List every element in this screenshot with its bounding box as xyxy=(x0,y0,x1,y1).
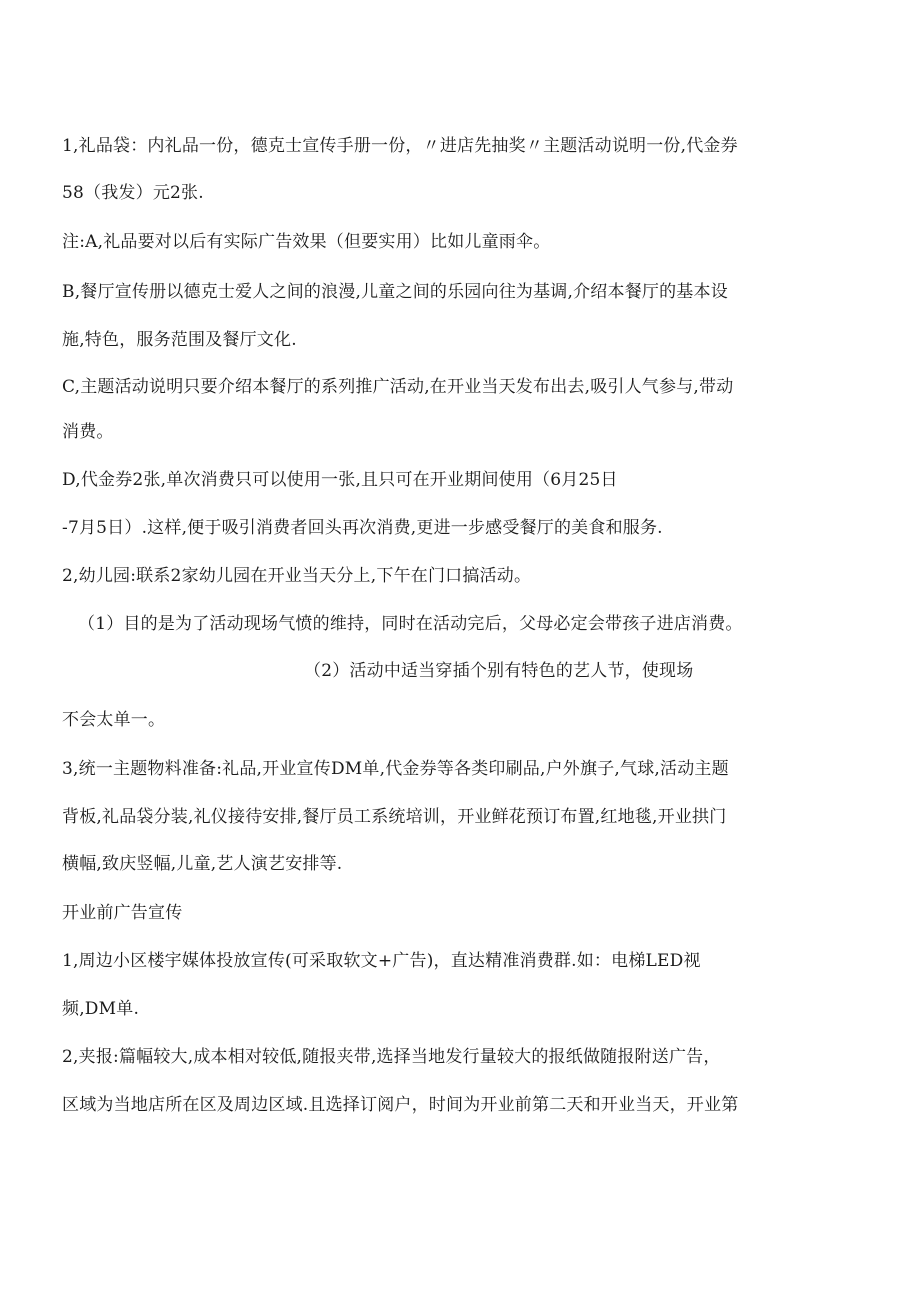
kindergarten-item-2-cont: 不会太单一。 xyxy=(62,710,166,730)
paragraph-gift-bag: 1,礼品袋：内礼品一份，德克士宣传手册一份，〃进店先抽奖〃主题活动说明一份,代金券 xyxy=(62,136,738,156)
paragraph-gift-bag-cont: 58（我发）元2张. xyxy=(62,183,204,203)
note-d-cont: -7月5日）.这样,便于吸引消费者回头再次消费,更进一步感受餐厅的美食和服务. xyxy=(62,518,663,538)
paragraph-materials-cont-2: 横幅,致庆竖幅,儿童,艺人演艺安排等. xyxy=(62,854,343,874)
kindergarten-item-2: （2）活动中适当穿插个别有特色的艺人节，使现场 xyxy=(304,661,694,681)
note-d: D,代金券2张,单次消费只可以使用一张,且只可在开业期间使用（6月25日 xyxy=(62,470,618,490)
note-b: B,餐厅宣传册以德克士爱人之间的浪漫,儿童之间的乐园向往为基调,介绍本餐厅的基本设 xyxy=(62,282,728,302)
note-c: C,主题活动说明只要介绍本餐厅的系列推广活动,在开业当天发布出去,吸引人气参与,带动 xyxy=(62,377,734,397)
paragraph-community-media-cont: 频,DM单. xyxy=(62,999,140,1019)
paragraph-newspaper-insert-cont: 区域为当地店所在区及周边区域.且选择订阅户，时间为开业前第二天和开业当天，开业第 xyxy=(62,1095,739,1115)
note-a: 注:A,礼品要对以后有实际广告效果（但要实用）比如儿童雨伞。 xyxy=(62,232,551,252)
paragraph-newspaper-insert: 2,夹报:篇幅较大,成本相对较低,随报夹带,选择当地发行量较大的报纸做随报附送广告， xyxy=(62,1047,721,1067)
kindergarten-item-1: （1）目的是为了活动现场气愤的维持，同时在活动完后，父母必定会带孩子进店消费。 xyxy=(78,614,743,634)
paragraph-community-media: 1,周边小区楼宇媒体投放宣传(可采取软文+广告)，直达精准消费群.如：电梯LED视 xyxy=(62,951,701,971)
note-b-cont: 施,特色，服务范围及餐厅文化. xyxy=(62,330,297,350)
section-heading-advertising: 开业前广告宣传 xyxy=(62,903,183,923)
paragraph-materials-cont: 背板,礼品袋分装,礼仪接待安排,餐厅员工系统培训，开业鲜花预订布置,红地毯,开业拱门 xyxy=(62,807,727,827)
paragraph-materials: 3,统一主题物料准备:礼品,开业宣传DM单,代金券等各类印刷品,户外旗子,气球,活动主题 xyxy=(62,759,729,779)
note-c-cont: 消费。 xyxy=(62,422,114,442)
paragraph-kindergarten: 2,幼儿园:联系2家幼儿园在开业当天分上,下午在门口搞活动。 xyxy=(62,566,532,586)
